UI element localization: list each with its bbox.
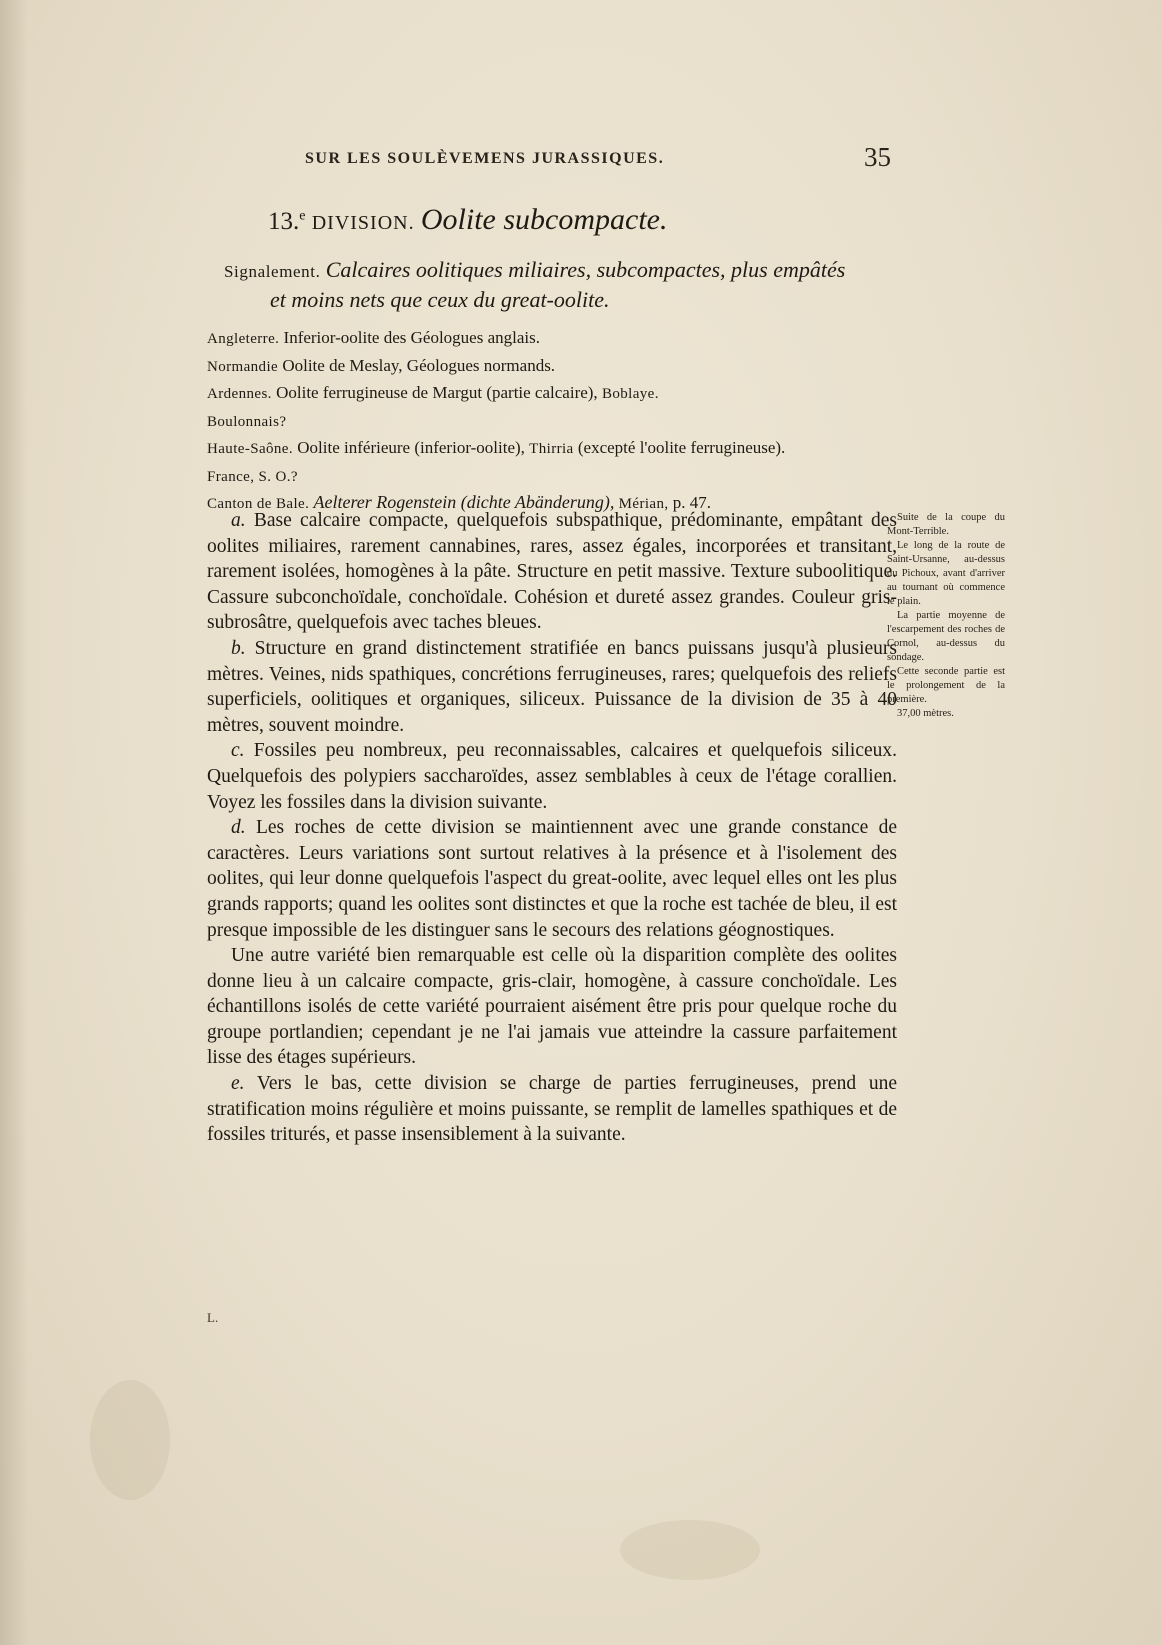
signalement [224, 256, 924, 314]
division-name: Oolite subcompacte. [420, 203, 668, 236]
margin-note: Suite de la coupe du Mont-Terrible. [887, 512, 1005, 537]
margin-note: Cette seconde partie est le prolongement de la première. [887, 666, 1005, 705]
margin-note: La partie moyenne de l'escarpement des roches de Cornol, au-dessus du sondage. [887, 610, 1005, 663]
paragraph-text: Fossiles peu nombreux, peu reconnaissables, calcaires et quelquefois siliceux. Quelquefois des polypiers saccharoïdes, assez semblables à ceux de l'étage corallien. Voyez les fossiles dans la division suivante. [207, 740, 897, 813]
signalement-label: Signalement. [224, 262, 321, 281]
region-name: Ardennes. [207, 386, 272, 402]
region-text: Inferior-oolite des Géologues anglais. [283, 328, 541, 347]
region-name: France, S. O.? [207, 468, 298, 485]
region-name: Boulonnais? [207, 413, 287, 430]
paper-stain [620, 1520, 760, 1580]
paragraph-text: Les roches de cette division se maintiennent avec une grande constance de caractères. Leurs variations sont surtout relatives à la présence et à l'isolement des oolites, qui leur donne quelquefois l'aspect du great-oolite, avec lequel elles ont les plus grands rapports; quand les oolites sont distinctes et que la roche est tachée de bleu, il est presque impossible de les distinguer sans le secours des relations géognostiques. [207, 817, 897, 941]
margin-note: Le long de la route de Saint-Ursanne, au-dessus du Pichoux, avant d'arriver au tournant où commence le plain. [887, 540, 1005, 607]
division-label: DIVISION. [311, 212, 415, 234]
region-text: Oolite inférieure (inferior-oolite), [297, 438, 525, 457]
signalement-line1: Calcaires oolitiques miliaires, subcompactes, plus empâtés [325, 257, 846, 282]
region-author: Mérian, [618, 496, 669, 512]
division-title [268, 203, 667, 237]
division-number: 13. [268, 208, 300, 235]
region-extra: (excepté l'oolite ferrugineuse). [577, 438, 786, 457]
region-text-italic: Aelterer Rogenstein (dichte Abänderung), [313, 492, 615, 512]
region-row [207, 435, 967, 463]
region-row [207, 353, 967, 381]
region-list [207, 325, 967, 518]
region-row [207, 325, 967, 353]
region-name: Angleterre. [207, 331, 280, 347]
paragraph-letter: a. [231, 510, 246, 531]
page-gutter-shadow [0, 0, 28, 1645]
region-name: Canton de Bale. [207, 496, 310, 512]
paragraph-c [207, 738, 897, 815]
paragraph-letter: e. [231, 1073, 245, 1095]
division-sup: e [299, 208, 306, 224]
margin-notes [887, 511, 1005, 721]
region-name: Haute-Saône. [207, 441, 294, 457]
paragraph-text: Une autre variété bien remarquable est celle où la disparition complète des oolites donne lieu à un calcaire compacte, gris-clair, homogène, à cassure conchoïdale. Les échantillons isolés de cette variété pourraient aisément être pris pour quelque roche du groupe portlandien; cependant je ne l'ai jamais vue atteindre la cassure parfaitement lisse des étages supérieurs. [207, 945, 897, 1069]
region-extra: p. 47. [672, 493, 712, 512]
paragraph-text: Structure en grand distinctement stratifiée en bancs puissans jusqu'à plusieurs mètres. Veines, nids spathiques, concrétions ferrugineuses, rares; quelquefois des reliefs superficiels, oolitiques et organiques, siliceux. Puissance de la division de 35 à 40 mètres, souvent moindre. [207, 637, 897, 736]
printer-signature: L. [207, 1310, 219, 1325]
paragraph-text: Base calcaire compacte, quelquefois subspathique, prédominante, empâtant des oolites miliaires, rarement cannabines, rares, assez égales, incorporées et transitant, rarement isolées, homogènes à la pâte. Structure en petit massive. Texture suboolitique. Cassure subconchoïdale, conchoïdale. Cohésion et dureté assez grandes. Couleur gris-subrosâtre, quelquefois avec taches bleues. [207, 510, 897, 634]
paragraph-letter: c. [231, 740, 245, 762]
region-text: Oolite de Meslay, Géologues normands. [282, 355, 556, 375]
region-author: Boblaye. [601, 386, 659, 402]
region-author: Thirria [529, 441, 574, 457]
paragraph-e [207, 1071, 897, 1148]
paragraph-text: Vers le bas, cette division se charge de parties ferrugineuses, prend une stratification moins régulière et moins puissante, se remplit de lamelles spathiques et de fossiles triturés, et passe insensiblement à la suivante. [207, 1073, 897, 1146]
paragraph-variety [207, 943, 897, 1071]
signalement-line2: et moins nets que ceux du great-oolite. [270, 287, 610, 312]
paragraph-letter: d. [231, 817, 246, 839]
paragraph-a [207, 508, 897, 636]
paper-stain [90, 1380, 170, 1500]
paragraph-d [207, 815, 897, 943]
running-head: SUR LES SOULÈVEMENS JURASSIQUES. [305, 150, 665, 167]
paragraph-letter: b. [231, 637, 246, 659]
body-text [207, 508, 897, 1148]
margin-note: 37,00 mètres. [897, 708, 954, 719]
region-name: Normandie [207, 358, 279, 375]
region-row [207, 380, 967, 408]
region-row [207, 463, 967, 491]
region-text: Oolite ferrugineuse de Margut (partie calcaire), [276, 383, 598, 402]
region-row [207, 408, 967, 436]
paragraph-b [207, 636, 897, 738]
page-number: 35 [864, 142, 891, 172]
